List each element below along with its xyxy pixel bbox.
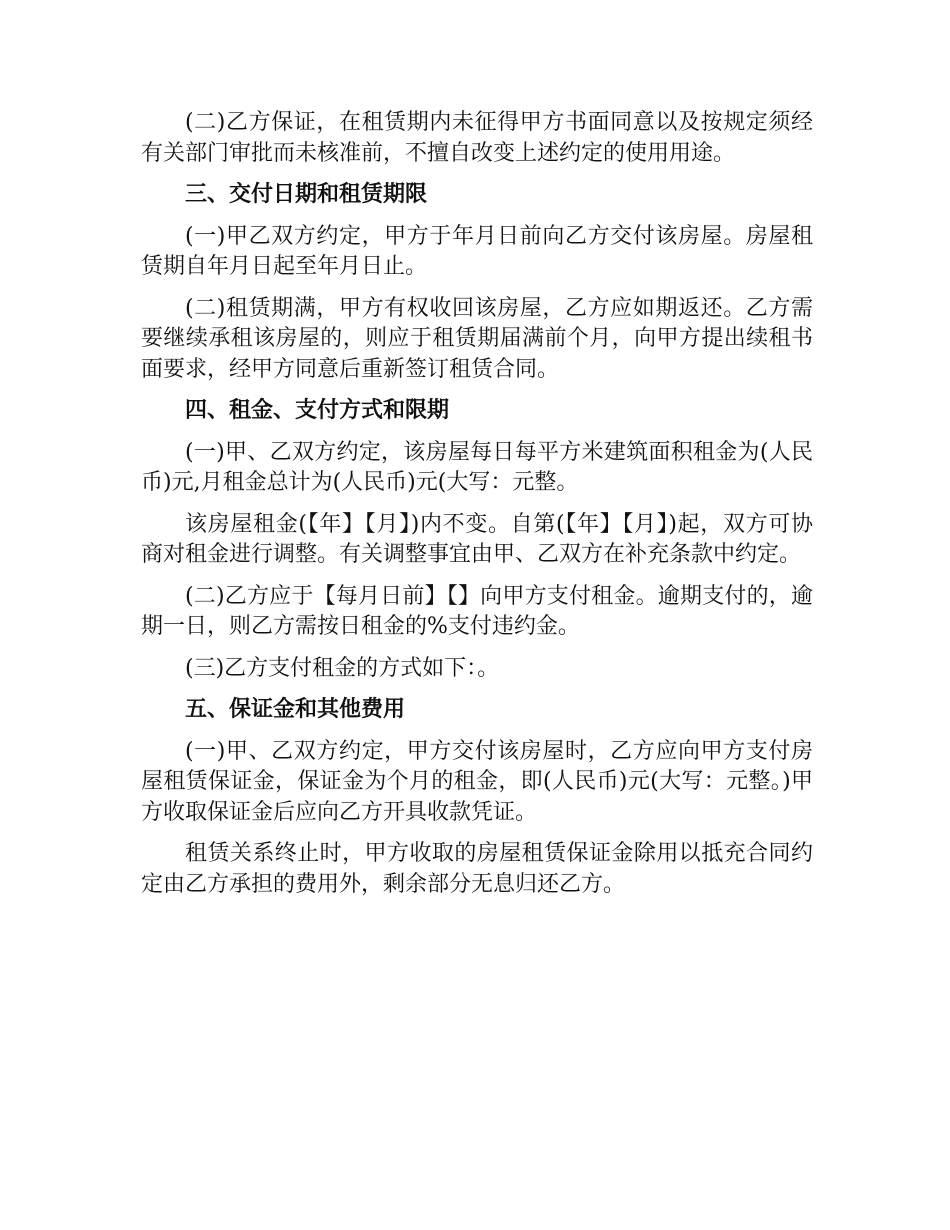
clause-4-2-paragraph: (二)乙方应于【每月日前】【】向甲方支付租金。逾期支付的，逾期一日，则乙方需按日租金的%支付违约金。 bbox=[141, 583, 813, 639]
clause-5-1-paragraph: (一)甲、乙双方约定，甲方交付该房屋时，乙方应向甲方支付房屋租赁保证金，保证金为个月的租金，即(人民币)元(大写：元整。)甲方收取保证金后应向乙方开具收款凭证。 bbox=[141, 738, 813, 825]
clause-3-2-paragraph: (二)租赁期满，甲方有权收回该房屋，乙方应如期返还。乙方需要继续承租该房屋的，则应于租赁期届满前个月，向甲方提出续租书面要求，经甲方同意后重新签订租赁合同。 bbox=[141, 295, 813, 382]
document-page bbox=[141, 108, 813, 911]
section-4-heading: 四、租金、支付方式和限期 bbox=[185, 398, 450, 423]
section-5-heading: 五、保证金和其他费用 bbox=[185, 697, 406, 722]
deposit-refund-paragraph: 租赁关系终止时，甲方收取的房屋租赁保证金除用以抵充合同约定由乙方承担的费用外，剩余部分无息归还乙方。 bbox=[141, 841, 813, 897]
clause-2-2-paragraph: (二)乙方保证，在租赁期内未征得甲方书面同意以及按规定须经有关部门审批而未核准前，不擅自改变上述约定的使用用途。 bbox=[141, 110, 813, 166]
rent-adjustment-paragraph: 该房屋租金(【年】【月】)内不变。自第(【年】【月】)起，双方可协商对租金进行调整。有关调整事宜由甲、乙双方在补充条款中约定。 bbox=[141, 511, 813, 567]
section-3-heading: 三、交付日期和租赁期限 bbox=[185, 182, 428, 207]
clause-3-1-paragraph: (一)甲乙双方约定，甲方于年月日前向乙方交付该房屋。房屋租赁期自年月日起至年月日止。 bbox=[141, 223, 813, 279]
clause-4-3-paragraph: (三)乙方支付租金的方式如下：。 bbox=[185, 655, 500, 681]
clause-4-1-paragraph: (一)甲、乙双方约定，该房屋每日每平方米建筑面积租金为(人民币)元,月租金总计为(人民币)元(大写：元整。 bbox=[141, 439, 813, 495]
